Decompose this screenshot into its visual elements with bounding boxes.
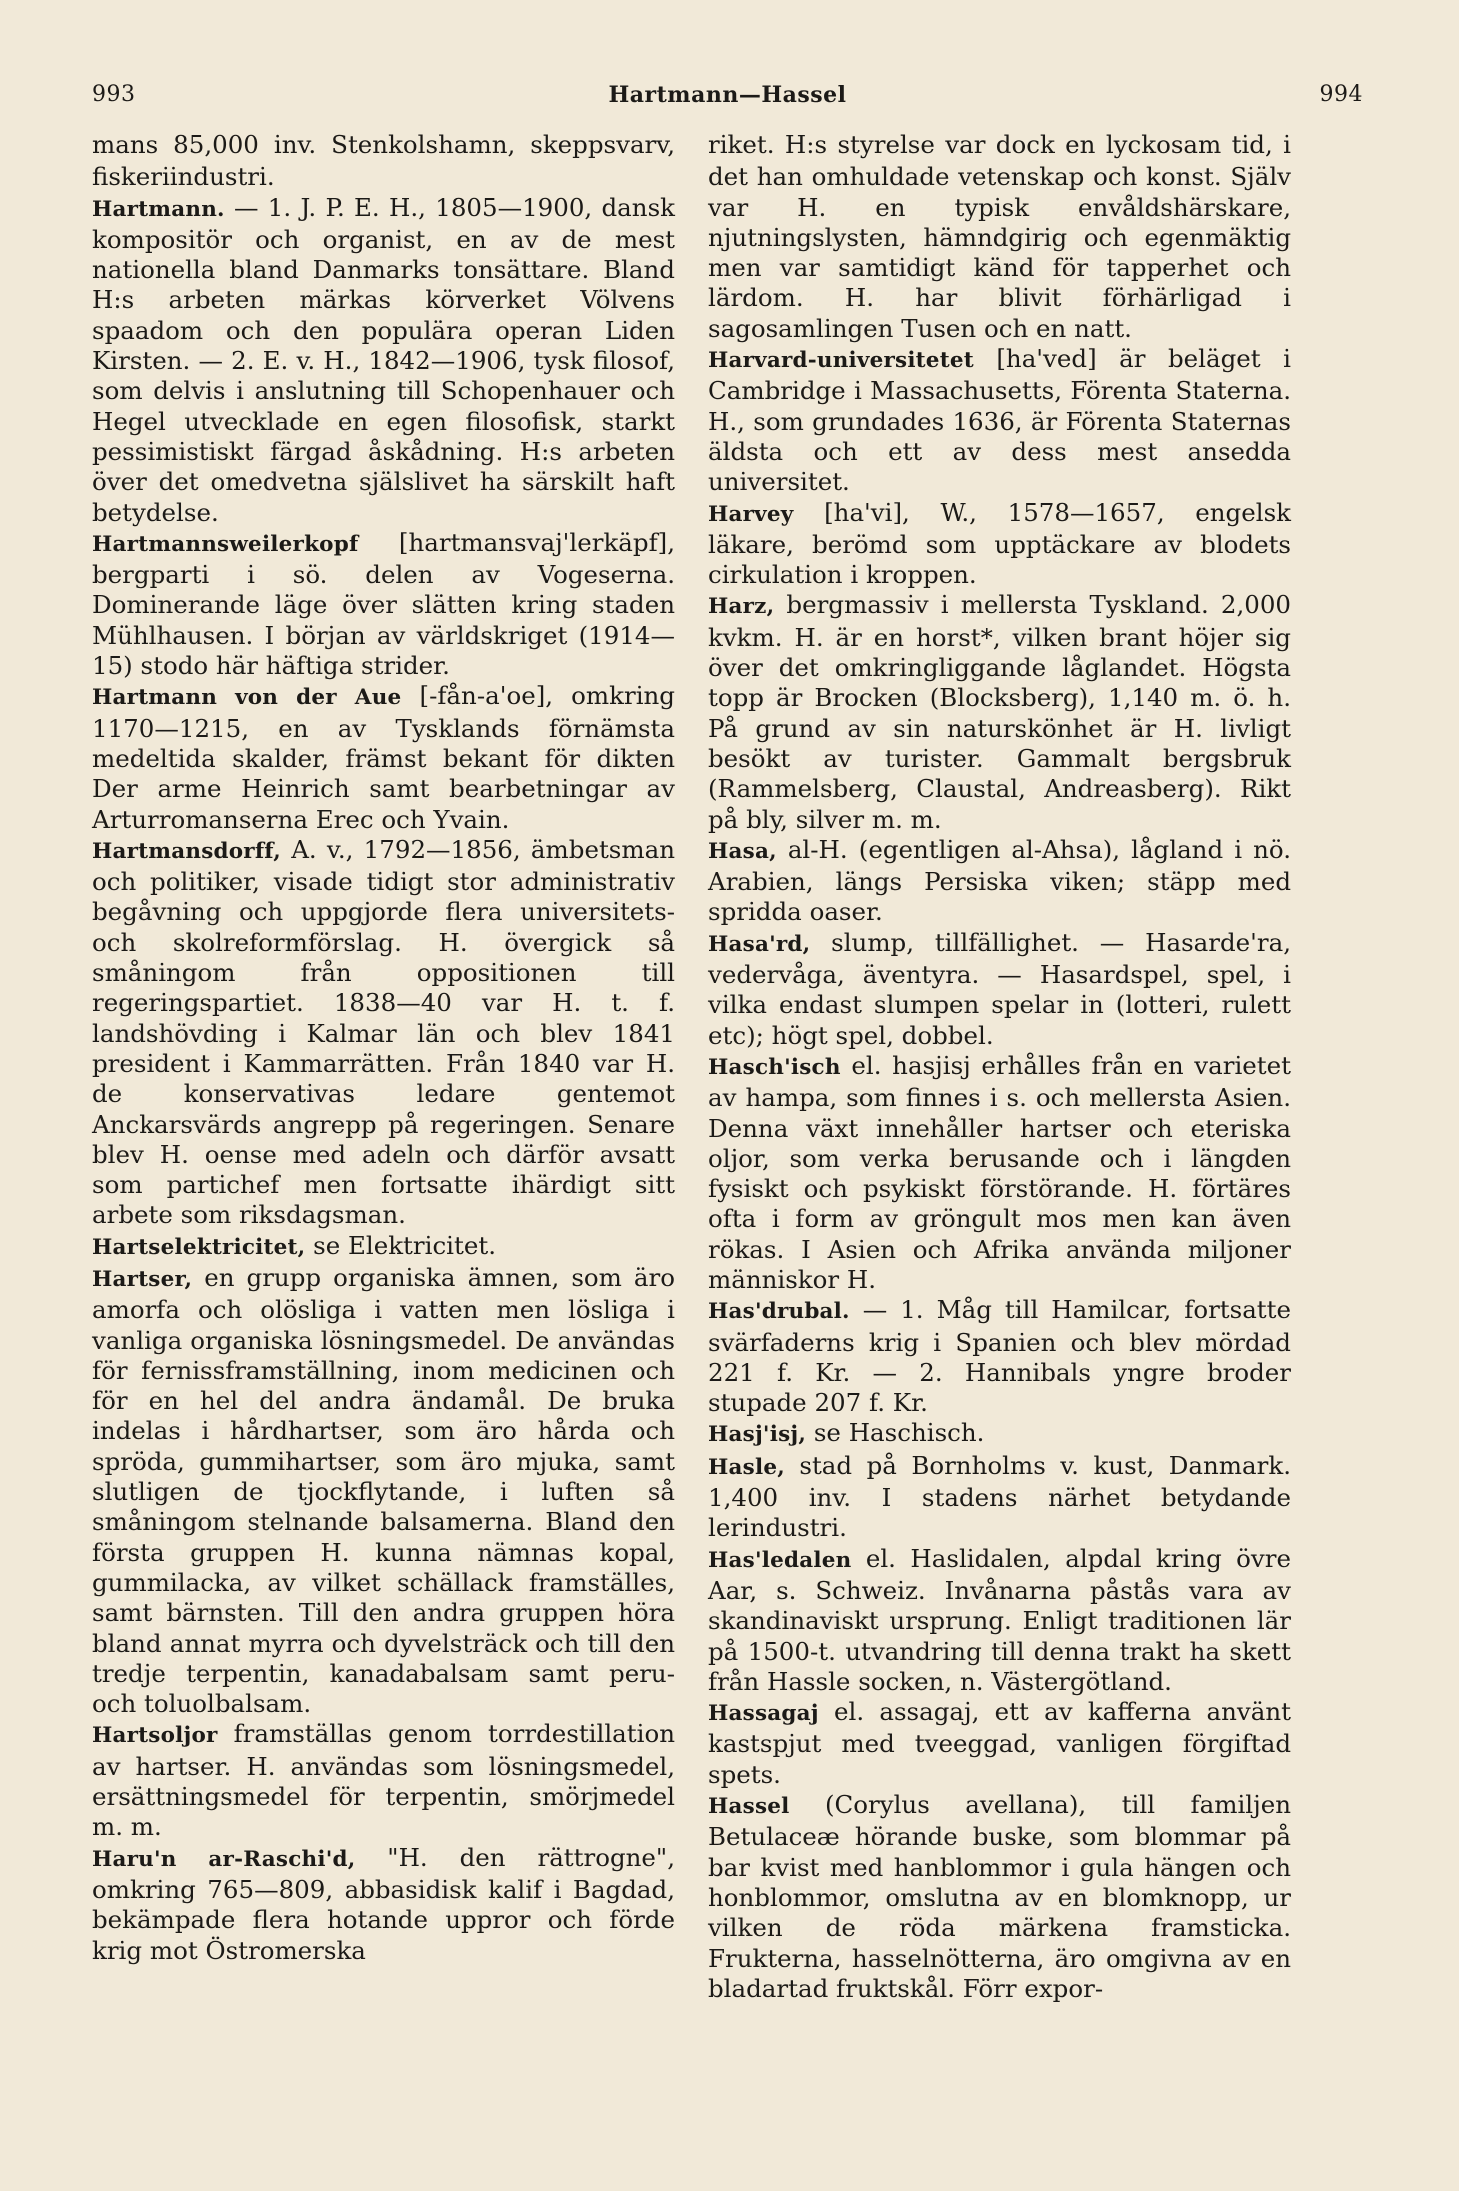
entry-headword: Has'drubal. — [708, 1299, 850, 1325]
entry-hartselektricitet — [92, 1231, 675, 1263]
entry-headword: Hartser, — [92, 1266, 193, 1292]
entry-text: (Corylus avellana), till familjen Betulaceæ hörande buske, som blommar på bar kvist med hanblommor i gula hängen och honblommor, omslutna av en blomknopp, ur vilken de röda märkena framsticka. Frukterna, hasselnötterna, äro omgivna av en bladartad fruktskål. Förr expor- — [708, 1790, 1291, 2003]
entry-text: — 1. J. P. E. H., 1805—1900, dansk kompositör och organist, en av de mest nationella bland Danmarks tonsättare. Bland H:s arbeten märkas körverket Völvens spaadom och den populära operan Liden Kirsten. — 2. E. v. H., 1842—1906, tysk filosof, som delvis i anslutning till Schopenhauer och Hegel utvecklade en egen filosofisk, starkt pessimistiskt färgad åskådning. H:s arbeten över det omedvetna själslivet ha särskilt haft betydelse. — [92, 192, 675, 527]
entry-text: el. hasjisj erhålles från en varietet av hampa, som finnes i s. och mellersta Asien. Denna växt innehåller hartser och eteriska oljor, som verka berusande och i längden fysiskt och psykiskt förstörande. H. förtäres ofta i form av gröngult mos men kan även rökas. I Asien och Afrika använda miljoner människor H. — [708, 1050, 1291, 1294]
entry-hartmann-von-der-aue — [92, 681, 675, 834]
entry-headword: Hartmannsweilerkopf — [92, 531, 359, 557]
entry-hartmann — [92, 193, 675, 528]
entry-hartmannsweilerkopf — [92, 528, 675, 681]
entry-headword: Hasch'isch — [708, 1054, 841, 1080]
entry-hasdrubal — [708, 1295, 1291, 1418]
entry-headword: Harvey — [708, 501, 794, 527]
entry-hasard — [708, 928, 1291, 1051]
entry-harvey — [708, 498, 1291, 591]
entry-headword: Hartmann von der Aue — [92, 685, 402, 711]
entry-text: mans 85,000 inv. Stenkolshamn, skeppsvarv, fiskeriindustri. — [92, 130, 675, 192]
entry-headword: Hartmann. — [92, 196, 225, 222]
entry-headword: Hartselektricitet, — [92, 1234, 306, 1260]
entry-harz — [708, 590, 1291, 834]
left-column — [92, 130, 675, 1966]
entry-text: el. assagaj, ett av kafferna använt kastspjut med tveeggad, vanligen förgiftad spets. — [708, 1697, 1291, 1789]
entry-text: [hartmansvaj'lerkäpf], bergparti i sö. delen av Vogeserna. Dominerande läge över slätten kring staden Mühlhausen. I början av världskriget (1914—15) stodo här häftiga strider. — [92, 527, 675, 681]
entry-hasledalen — [708, 1544, 1291, 1697]
entry-hassel — [708, 1790, 1291, 2004]
entry-text: [-fån-a'oe], omkring 1170—1215, en av Tysklands förnämsta medeltida skalder, främst bekant för dikten Der arme Heinrich samt bearbetningar av Arturromanserna Erec och Yvain. — [92, 681, 675, 834]
entry-headword: Haru'n ar-Raschi'd, — [92, 1846, 356, 1872]
entry-text: el. Haslidalen, alpdal kring övre Aar, s. Schweiz. Invånarna påstås vara av skandinaviskt ursprung. Enligt traditionen lär på 1500-t. utvandring till denna trakt ha skett från Hassle socken, n. Västergötland. — [708, 1543, 1291, 1696]
entry-headword: Hasj'isj, — [708, 1422, 807, 1448]
entry-headword: Hassagaj — [708, 1701, 819, 1727]
entry-text: riket. H:s styrelse var dock en lyckosam tid, i det han omhuldade vetenskap och konst. Själv var H. en typisk envåldshärskare, njutningslysten, hämndgirig och egenmäktig men var samtidigt känd för tapperhet och lärdom. H. har blivit förhärligad i sagosamlingen Tusen och en natt. — [708, 130, 1291, 343]
running-head: Hartmann—Hassel — [608, 82, 847, 108]
entry-hartser — [92, 1263, 675, 1719]
right-column — [708, 130, 1291, 2004]
entry-text: [ha'ved] är beläget i Cambridge i Massachusetts, Förenta Staterna. H., som grundades 1636, är Förenta Staternas äldsta och ett av dess mest ansedda universitet. — [708, 344, 1291, 497]
entry-haschisch — [708, 1051, 1291, 1295]
entry-hartsoljor — [92, 1719, 675, 1842]
entry-headword: Hartsoljor — [92, 1723, 218, 1749]
entry-text: stad på Bornholms v. kust, Danmark. 1,400 inv. I stadens närhet betydande lerindustri. — [708, 1450, 1291, 1543]
entry-headword: Hasa'rd, — [708, 931, 811, 957]
entry-text: "H. den rättrogne", omkring 765—809, abbasidisk kalif i Bagdad, bekämpade flera hotande uppror och förde krig mot Östromerska — [92, 1842, 675, 1965]
entry-text: se Haschisch. — [806, 1418, 985, 1448]
entry-headword: Hasa, — [708, 838, 777, 864]
entry-text: en grupp organiska ämnen, som äro amorfa och olösliga i vatten men lösliga i vanliga organiska lösningsmedel. De användas för fernissframställning, inom medicinen och för en hel del andra ändamål. De bruka indelas i hårdhartser, som äro hårda och spröda, gummihartser, som äro mjuka, samt slutligen de tjockflytande, i luften så småningom stelnande balsamerna. Bland den första gruppen H. kunna nämnas kopal, gummilacka, av vilket schällack framställes, samt bärnsten. Till den andra gruppen höra bland annat myrra och dyvelsträck och till den tredje terpentin, kanadabalsam samt peru- och toluolbalsam. — [92, 1262, 675, 1719]
entry-headword: Harz, — [708, 594, 775, 620]
entry-hasle — [708, 1451, 1291, 1544]
entry-continuation — [708, 130, 1291, 344]
entry-headword: Hassel — [708, 1794, 790, 1820]
entry-hasjisj — [708, 1418, 1291, 1450]
page-header — [92, 82, 1363, 122]
entry-text: [ha'vi], W., 1578—1657, engelsk läkare, berömd som upptäckare av blodets cirkulation i kroppen. — [708, 497, 1291, 590]
entry-harvard — [708, 344, 1291, 497]
entry-text: framställas genom torrdestillation av hartser. H. användas som lösningsmedel, ersättningsmedel för terpentin, smörjmedel m. m. — [92, 1719, 675, 1842]
entry-text: — 1. Måg till Hamilcar, fortsatte svärfaderns krig i Spanien och blev mördad 221 f. Kr. — 2. Hannibals yngre broder stupade 207 f. Kr. — [708, 1295, 1291, 1418]
entry-headword: Hartmansdorff, — [92, 838, 281, 864]
entry-text: slump, tillfällighet. — Hasarde'ra, vedervåga, äventyra. — Hasardspel, spel, i vilka endast slumpen spelar in (lotteri, rulett etc); högt spel, dobbel. — [708, 927, 1291, 1050]
entry-text: se Elektricitet. — [305, 1230, 496, 1260]
entry-harun-ar-raschid — [92, 1843, 675, 1966]
entry-hassagaj — [708, 1697, 1291, 1790]
entry-headword: Harvard-universitetet — [708, 348, 974, 374]
entry-hartmansdorff — [92, 835, 675, 1231]
entry-text: bergmassiv i mellersta Tyskland. 2,000 kvkm. H. är en horst*, vilken brant höjer sig över det omkringliggande låglandet. Högsta topp är Brocken (Blocksberg), 1,140 m. ö. h. På grund av sin naturskönhet är H. livligt besökt av turister. Gammalt bergsbruk (Rammelsberg, Claustal, Andreasberg). Rikt på bly, silver m. m. — [708, 590, 1291, 834]
entry-hasa — [708, 835, 1291, 928]
page-number-left: 993 — [92, 82, 136, 107]
entry-headword: Has'ledalen — [708, 1547, 852, 1573]
entry-continuation — [92, 130, 675, 193]
entry-text: A. v., 1792—1856, ämbetsman och politiker, visade tidigt stor administrativ begåvning och uppgjorde flera universitets- och skolreformförslag. H. övergick så småningom från oppositionen till regeringspartiet. 1838—40 var H. t. f. landshövding i Kalmar län och blev 1841 president i Kammarrätten. Från 1840 var H. de konservativas ledare gentemot Anckarsvärds angrepp på regeringen. Senare blev H. oense med adeln och därför avsatt som partichef men fortsatte ihärdigt sitt arbete som riksdagsman. — [92, 834, 675, 1230]
entry-text: al-H. (egentligen al-Ahsa), lågland i nö. Arabien, längs Persiska viken; stäpp med spridda oaser. — [708, 834, 1291, 927]
entry-headword: Hasle, — [708, 1454, 785, 1480]
page-number-right: 994 — [1319, 82, 1363, 107]
